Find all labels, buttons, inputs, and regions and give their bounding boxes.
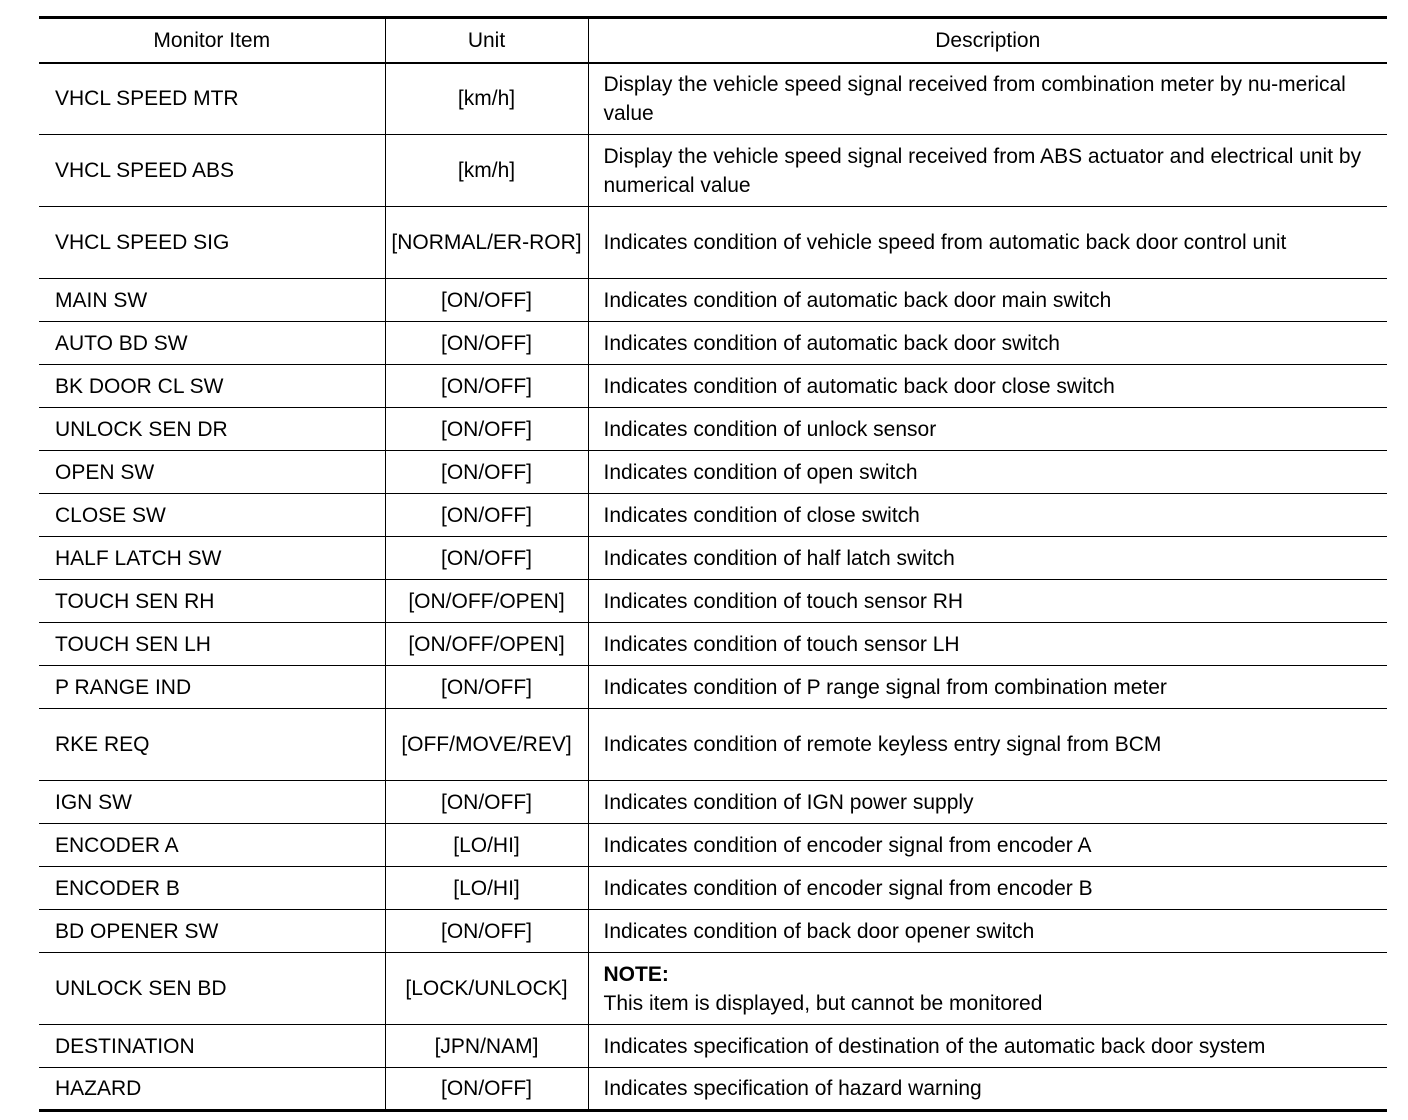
monitor-item-cell: IGN SW [39, 781, 385, 824]
header-description: Description [588, 18, 1387, 63]
unit-cell: [ON/OFF] [385, 1068, 588, 1111]
unit-cell: [ON/OFF] [385, 666, 588, 709]
unit-cell: [ON/OFF] [385, 910, 588, 953]
description-cell: Indicates condition of touch sensor LH [588, 623, 1387, 666]
description-cell: Display the vehicle speed signal received from combination meter by nu-merical value [588, 63, 1387, 135]
unit-cell: [ON/OFF] [385, 781, 588, 824]
table-row [39, 408, 1387, 451]
unit-cell: [ON/OFF] [385, 537, 588, 580]
description-cell: Indicates condition of vehicle speed from automatic back door control unit [588, 207, 1387, 279]
note-label: NOTE: [603, 962, 669, 986]
unit-cell: [LO/HI] [385, 824, 588, 867]
description-cell: Indicates condition of open switch [588, 451, 1387, 494]
table-row [39, 1068, 1387, 1111]
table-row [39, 580, 1387, 623]
description-cell: Indicates condition of automatic back door close switch [588, 365, 1387, 408]
unit-cell: [ON/OFF] [385, 451, 588, 494]
monitor-item-cell: TOUCH SEN LH [39, 623, 385, 666]
description-cell: Indicates specification of destination of the automatic back door system [588, 1025, 1387, 1068]
description-cell: Indicates condition of remote keyless entry signal from BCM [588, 709, 1387, 781]
table-row [39, 953, 1387, 1025]
monitor-item-cell: VHCL SPEED MTR [39, 63, 385, 135]
description-cell: Indicates specification of hazard warning [588, 1068, 1387, 1111]
unit-cell: [ON/OFF/OPEN] [385, 623, 588, 666]
unit-cell: [ON/OFF] [385, 322, 588, 365]
unit-cell: [ON/OFF] [385, 279, 588, 322]
monitor-item-cell: P RANGE IND [39, 666, 385, 709]
description-cell: Display the vehicle speed signal received from ABS actuator and electrical unit by numerical value [588, 135, 1387, 207]
unit-cell: [NORMAL/ER-ROR] [385, 207, 588, 279]
table-row [39, 135, 1387, 207]
table-row [39, 537, 1387, 580]
header-unit: Unit [385, 18, 588, 63]
unit-cell: [OFF/MOVE/REV] [385, 709, 588, 781]
header-monitor-item: Monitor Item [39, 18, 385, 63]
monitor-item-cell: ENCODER A [39, 824, 385, 867]
unit-cell: [LO/HI] [385, 867, 588, 910]
table-row [39, 867, 1387, 910]
table-row [39, 207, 1387, 279]
note-text: This item is displayed, but cannot be monitored [603, 991, 1043, 1015]
unit-cell: [ON/OFF] [385, 494, 588, 537]
monitor-item-cell: TOUCH SEN RH [39, 580, 385, 623]
table-header-row [39, 18, 1387, 63]
table-row [39, 623, 1387, 666]
monitor-item-cell: RKE REQ [39, 709, 385, 781]
description-cell: Indicates condition of close switch [588, 494, 1387, 537]
description-cell: Indicates condition of P range signal from combination meter [588, 666, 1387, 709]
description-cell: Indicates condition of half latch switch [588, 537, 1387, 580]
monitor-item-cell: OPEN SW [39, 451, 385, 494]
table-row [39, 910, 1387, 953]
unit-cell: [ON/OFF/OPEN] [385, 580, 588, 623]
monitor-item-cell: BD OPENER SW [39, 910, 385, 953]
table-row [39, 279, 1387, 322]
description-cell [588, 953, 1387, 1025]
monitor-item-cell: MAIN SW [39, 279, 385, 322]
table-row [39, 709, 1387, 781]
monitor-item-cell: UNLOCK SEN DR [39, 408, 385, 451]
monitor-item-cell: HALF LATCH SW [39, 537, 385, 580]
monitor-item-cell: DESTINATION [39, 1025, 385, 1068]
monitor-item-cell: CLOSE SW [39, 494, 385, 537]
description-cell: Indicates condition of automatic back door switch [588, 322, 1387, 365]
table-row [39, 322, 1387, 365]
table-row [39, 63, 1387, 135]
monitor-item-cell: HAZARD [39, 1068, 385, 1111]
monitor-item-table [39, 16, 1387, 1112]
monitor-item-cell: VHCL SPEED ABS [39, 135, 385, 207]
description-cell: Indicates condition of encoder signal from encoder B [588, 867, 1387, 910]
monitor-item-cell: VHCL SPEED SIG [39, 207, 385, 279]
unit-cell: [ON/OFF] [385, 408, 588, 451]
monitor-item-cell: UNLOCK SEN BD [39, 953, 385, 1025]
description-cell: Indicates condition of unlock sensor [588, 408, 1387, 451]
monitor-item-cell: ENCODER B [39, 867, 385, 910]
description-cell: Indicates condition of encoder signal from encoder A [588, 824, 1387, 867]
unit-cell: [ON/OFF] [385, 365, 588, 408]
table-row [39, 824, 1387, 867]
unit-cell: [km/h] [385, 135, 588, 207]
table-row [39, 451, 1387, 494]
description-cell: Indicates condition of automatic back door main switch [588, 279, 1387, 322]
table-row [39, 494, 1387, 537]
table-row [39, 1025, 1387, 1068]
monitor-item-cell: AUTO BD SW [39, 322, 385, 365]
unit-cell: [JPN/NAM] [385, 1025, 588, 1068]
description-cell: Indicates condition of touch sensor RH [588, 580, 1387, 623]
unit-cell: [km/h] [385, 63, 588, 135]
unit-cell: [LOCK/UNLOCK] [385, 953, 588, 1025]
table-row [39, 666, 1387, 709]
description-cell: Indicates condition of IGN power supply [588, 781, 1387, 824]
monitor-item-cell: BK DOOR CL SW [39, 365, 385, 408]
table-row [39, 781, 1387, 824]
table-row [39, 365, 1387, 408]
description-cell: Indicates condition of back door opener switch [588, 910, 1387, 953]
